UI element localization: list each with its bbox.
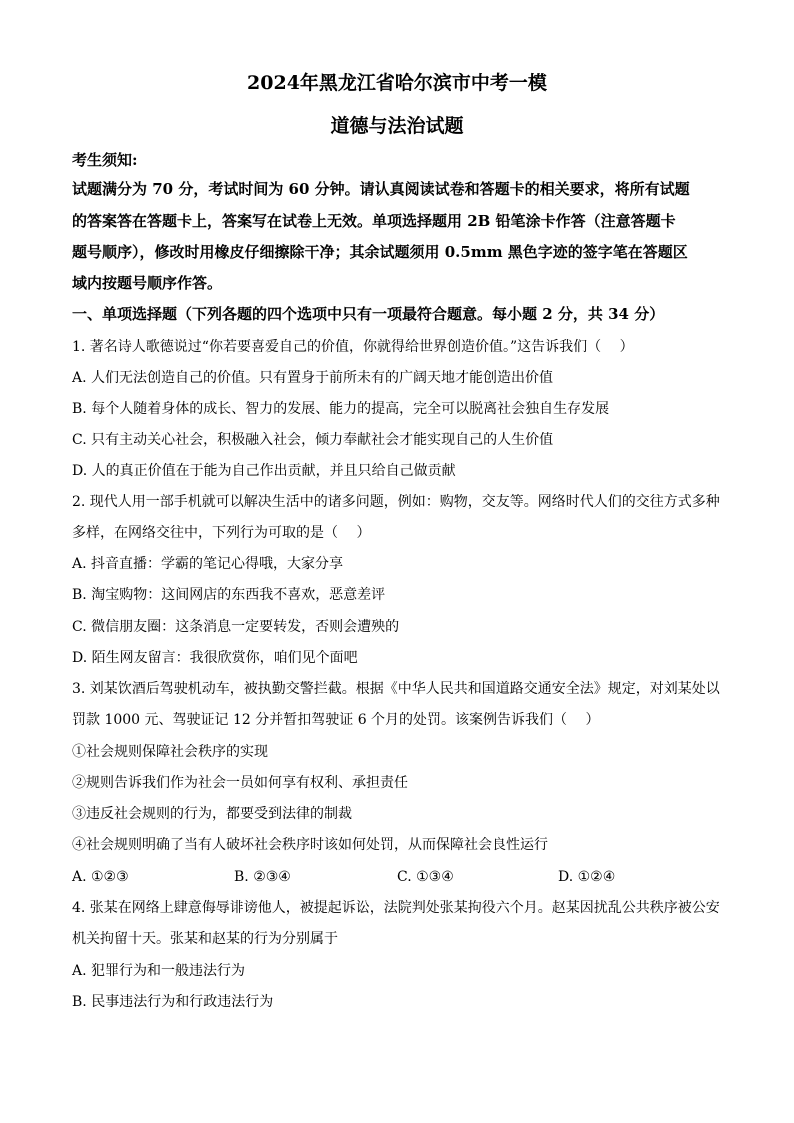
q4-stem-2: 机关拘留十天。张某和赵某的行为分别属于 (72, 931, 338, 947)
q3-option-a: A. ①②③ (72, 869, 129, 885)
q1-option-a: A. 人们无法创造自己的价值。只有置身于前所未有的广阔天地才能创造出价值 (72, 370, 554, 386)
notice-line-3: 题号顺序），修改时用橡皮仔细擦除干净；其余试题须用 0.5mm 黑色字迹的签字笔在答题区 (72, 243, 688, 261)
q3-stem-2: 罚款 1000 元、驾驶证记 12 分并暂扣驾驶证 6 个月的处罚。该案例告诉我们（ ） (72, 712, 600, 728)
notice-line-2: 的答案答在答题卡上，答案写在试卷上无效。单项选择题用 2B 铅笔涂卡作答（注意答题卡 (72, 212, 676, 230)
q3-statement-4: ④社会规则明确了当有人破坏社会秩序时该如何处罚，从而保障社会良性运行 (72, 837, 548, 853)
notice-heading: 考生须知: (72, 151, 138, 169)
notice-line-4: 域内按题号顺序作答。 (72, 274, 223, 292)
q2-option-c: C. 微信朋友圈：这条消息一定要转发，否则会遭殃的 (72, 619, 400, 635)
q4-option-a: A. 犯罪行为和一般违法行为 (72, 963, 246, 979)
notice-line-1: 试题满分为 70 分，考试时间为 60 分钟。请认真阅读试卷和答题卡的相关要求，将所有试题 (72, 180, 690, 198)
q1-option-d: D. 人的真正价值在于能为自己作出贡献，并且只给自己做贡献 (72, 463, 456, 479)
q3-option-b: B. ②③④ (234, 869, 291, 885)
q3-statement-2: ②规则告诉我们作为社会一员如何享有权利、承担责任 (72, 775, 408, 791)
q3-stem-1: 3. 刘某饮酒后驾驶机动车，被执勤交警拦截。根据《中华人民共和国道路交通安全法》规定，对刘某处以 (72, 681, 720, 697)
q2-stem-2: 多样，在网络交往中，下列行为可取的是（ ） (72, 525, 371, 541)
q3-option-c: C. ①③④ (397, 869, 454, 885)
q2-stem-1: 2. 现代人用一部手机就可以解决生活中的诸多问题，例如：购物，交友等。网络时代人们的交往方式多种 (72, 494, 720, 510)
q1-stem: 1. 著名诗人歌德说过“你若要喜爱自己的价值，你就得给世界创造价值。”这告诉我们（ ） (72, 339, 634, 355)
q4-stem-1: 4. 张某在网络上肆意侮辱诽谤他人，被提起诉讼，法院判处张某拘役六个月。赵某因扰乱公共秩序被公安 (72, 900, 720, 916)
q1-option-b: B. 每个人随着身体的成长、智力的发展、能力的提高，完全可以脱离社会独自生存发展 (72, 401, 610, 417)
q2-option-d: D. 陌生网友留言：我很欣赏你，咱们见个面吧 (72, 650, 358, 666)
q3-statement-1: ①社会规则保障社会秩序的实现 (72, 744, 268, 760)
exam-title: 2024年黑龙江省哈尔滨市中考一模 (247, 72, 547, 94)
exam-subtitle: 道德与法治试题 (330, 115, 464, 137)
section-heading: 一、单项选择题（下列各题的四个选项中只有一项最符合题意。每小题 2 分，共 34 分） (72, 305, 665, 323)
q2-option-b: B. 淘宝购物：这间网店的东西我不喜欢，恶意差评 (72, 587, 386, 603)
q3-option-d: D. ①②④ (558, 869, 616, 885)
q1-option-c: C. 只有主动关心社会，积极融入社会，倾力奉献社会才能实现自己的人生价值 (72, 432, 554, 448)
q4-option-b: B. 民事违法行为和行政违法行为 (72, 994, 274, 1010)
q2-option-a: A. 抖音直播：学霸的笔记心得哦，大家分享 (72, 556, 344, 572)
q3-statement-3: ③违反社会规则的行为，都要受到法律的制裁 (72, 806, 352, 822)
